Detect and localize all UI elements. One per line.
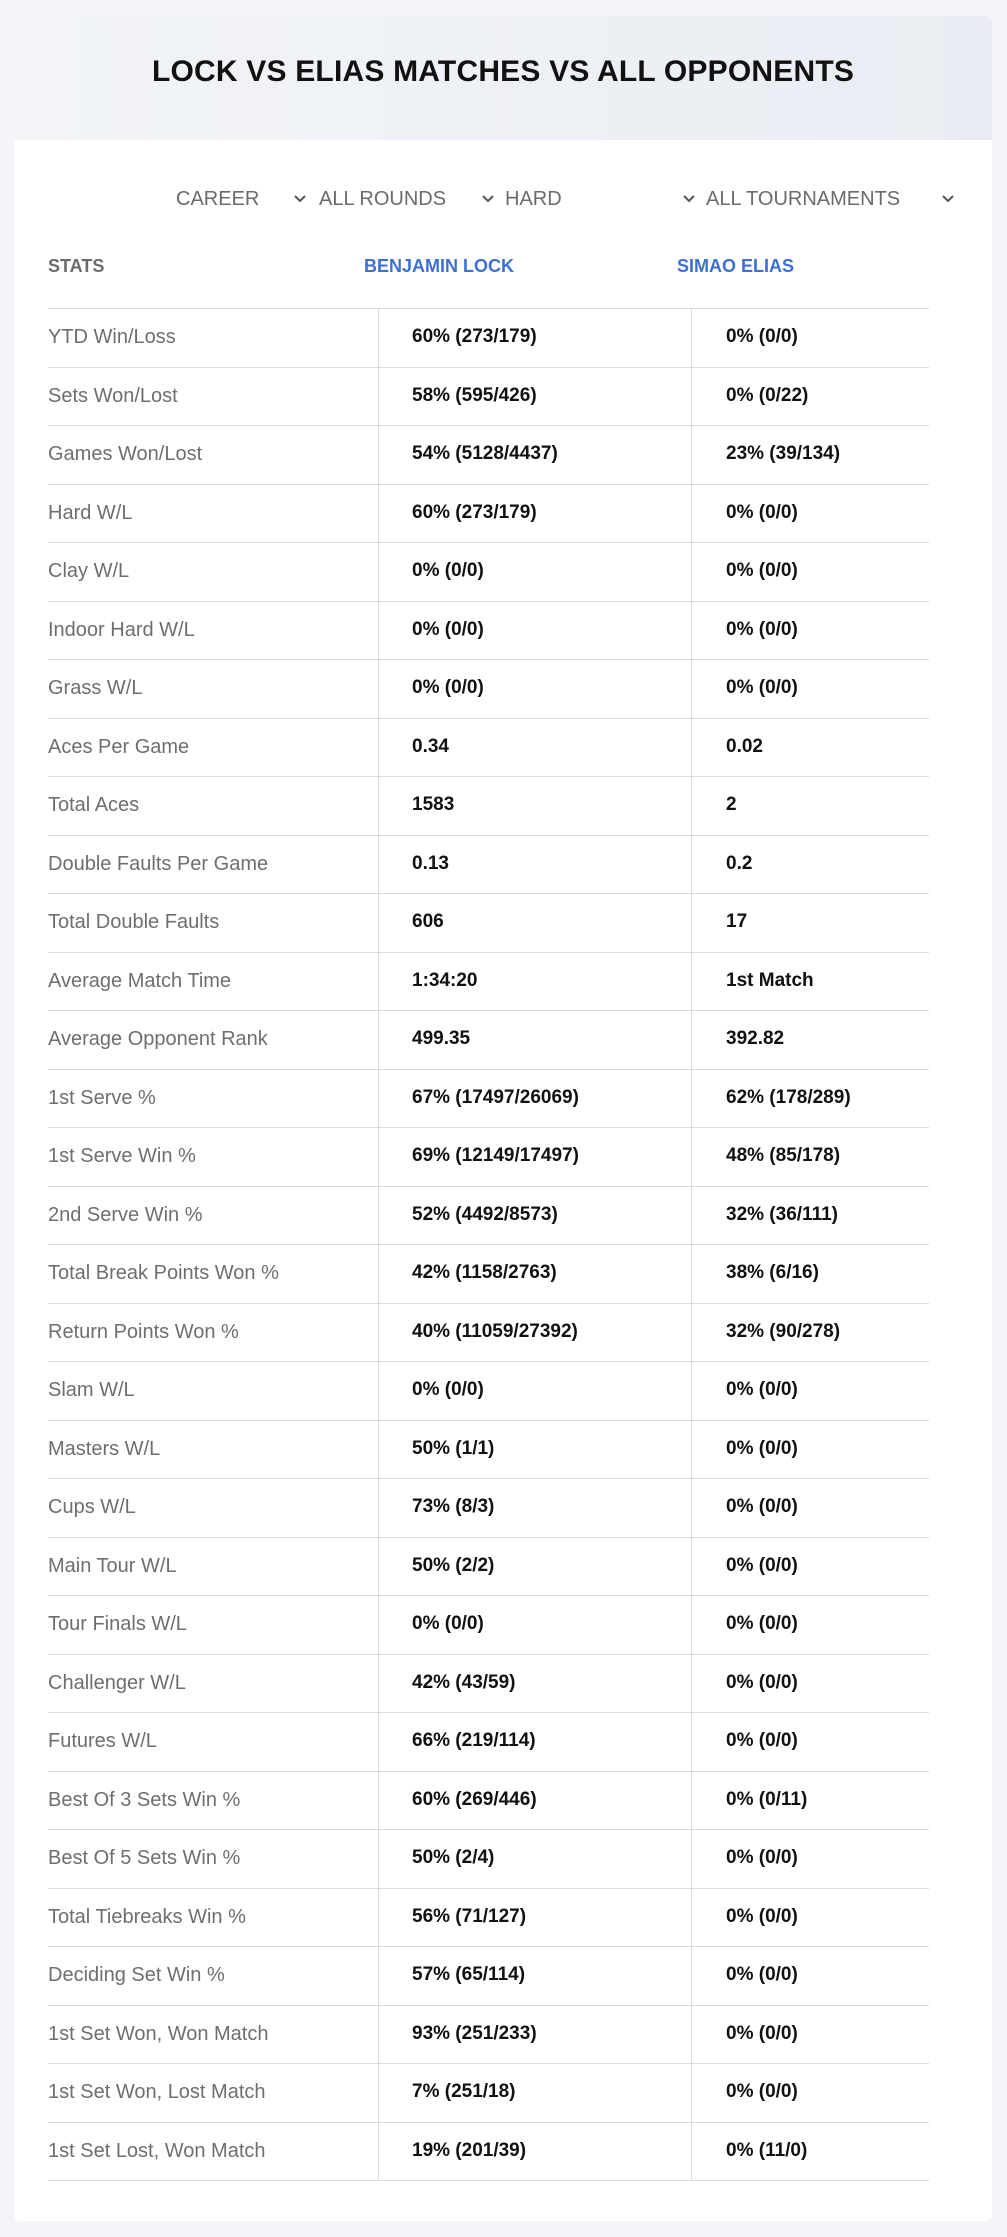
stat-label: Futures W/L <box>48 1730 157 1752</box>
player2-value: 2 <box>726 794 737 815</box>
player1-value: 0% (0/0) <box>412 1379 484 1400</box>
player1-value: 42% (43/59) <box>412 1671 516 1693</box>
player1-value: 1:34:20 <box>412 969 478 991</box>
player1-value: 40% (11059/27392) <box>412 1320 578 1342</box>
column-divider <box>691 308 692 2181</box>
player2-value: 0% (0/0) <box>726 1437 798 1459</box>
player2-value: 62% (178/289) <box>726 1086 851 1108</box>
player1-value: 66% (219/114) <box>412 1730 536 1751</box>
column-divider <box>378 308 379 2181</box>
period-select[interactable] <box>176 184 310 214</box>
player2-value: 0% (0/0) <box>726 1496 798 1517</box>
table-row <box>48 1829 929 1888</box>
player2-value: 0% (0/0) <box>726 1671 798 1693</box>
stat-label: Total Break Points Won % <box>48 1262 279 1284</box>
stat-label: 2nd Serve Win % <box>48 1203 203 1226</box>
player2-value: 32% (90/278) <box>726 1320 841 1342</box>
table-row <box>48 1771 929 1830</box>
stat-label: Grass W/L <box>48 677 143 699</box>
table-row <box>48 1654 929 1713</box>
rounds-select[interactable] <box>319 184 498 214</box>
player2-value: 0% (0/0) <box>726 2081 798 2102</box>
surface-select[interactable] <box>505 184 699 214</box>
player1-value: 50% (2/2) <box>412 1554 495 1576</box>
stats-column-header: STATS <box>48 256 105 276</box>
table-row <box>48 425 929 484</box>
table-row <box>48 308 929 367</box>
table-row <box>48 1946 929 2005</box>
player1-value: 42% (1158/2763) <box>412 1262 557 1283</box>
player2-value: 0.02 <box>726 735 763 757</box>
player2-value: 48% (85/178) <box>726 1145 841 1166</box>
table-row <box>48 484 929 543</box>
chevron-down-icon <box>938 189 958 209</box>
player2-value: 38% (6/16) <box>726 1262 819 1283</box>
player1-value: 0.34 <box>412 735 449 757</box>
stat-label: Indoor Hard W/L <box>48 618 195 641</box>
table-row <box>48 2122 929 2182</box>
stat-label: Average Opponent Rank <box>48 1028 268 1050</box>
player2-value: 32% (36/111) <box>726 1203 838 1225</box>
stat-label: 1st Set Won, Lost Match <box>48 2081 266 2103</box>
table-row <box>48 2005 929 2064</box>
stat-label: Hard W/L <box>48 501 133 524</box>
player2-value: 0% (0/0) <box>726 1964 798 1985</box>
player2-value: 0% (0/22) <box>726 384 809 406</box>
stat-label: Total Tiebreaks Win % <box>48 1905 246 1928</box>
player1-value: 73% (8/3) <box>412 1496 495 1517</box>
table-row <box>48 1712 929 1771</box>
stat-label: Aces Per Game <box>48 735 190 758</box>
tournaments-select[interactable] <box>706 184 958 214</box>
stat-label: Average Match Time <box>48 969 232 992</box>
player1-value: 57% (65/114) <box>412 1964 526 1985</box>
table-row <box>48 893 929 952</box>
table-header <box>48 240 929 308</box>
period-select-value: CAREER <box>176 187 260 210</box>
player1-value: 0% (0/0) <box>412 1613 484 1634</box>
stats-table <box>48 240 929 2181</box>
player1-link[interactable]: BENJAMIN LOCK <box>364 256 515 276</box>
player1-value: 52% (4492/8573) <box>412 1203 558 1225</box>
player1-value: 0.13 <box>412 852 449 874</box>
table-row <box>48 1303 929 1362</box>
player1-value: 0% (0/0) <box>412 677 484 698</box>
player2-value: 0% (0/0) <box>726 560 798 581</box>
table-row <box>48 2063 929 2122</box>
player2-value: 0% (0/0) <box>726 1554 798 1576</box>
player1-value: 60% (273/179) <box>412 326 537 347</box>
stat-label: Cups W/L <box>48 1496 136 1518</box>
stat-label: Best Of 3 Sets Win % <box>48 1788 241 1811</box>
player2-value: 0.2 <box>726 852 753 874</box>
player2-value: 392.82 <box>726 1028 785 1049</box>
table-row <box>48 1186 929 1245</box>
table-row <box>48 1478 929 1537</box>
player1-value: 58% (595/426) <box>412 384 537 406</box>
chevron-down-icon <box>679 189 699 209</box>
player1-value: 606 <box>412 911 444 932</box>
table-body <box>48 308 929 2181</box>
stat-label: Masters W/L <box>48 1437 161 1460</box>
card-header <box>14 16 992 140</box>
player2-value: 0% (0/11) <box>726 1788 808 1810</box>
table-row <box>48 1537 929 1596</box>
stat-label: Total Double Faults <box>48 911 220 933</box>
player1-value: 54% (5128/4437) <box>412 443 558 464</box>
player1-value: 50% (1/1) <box>412 1437 495 1459</box>
player2-value: 0% (0/0) <box>726 677 798 698</box>
player1-value: 60% (273/179) <box>412 501 537 523</box>
table-row <box>48 1127 929 1186</box>
table-row <box>48 776 929 835</box>
player2-value: 0% (0/0) <box>726 618 798 640</box>
table-row <box>48 367 929 426</box>
stat-label: Tour Finals W/L <box>48 1613 187 1635</box>
player1-value: 499.35 <box>412 1028 471 1049</box>
table-row <box>48 1010 929 1069</box>
player2-value: 0% (0/0) <box>726 326 798 347</box>
player2-value: 0% (0/0) <box>726 1847 798 1868</box>
rounds-select-value: ALL ROUNDS <box>319 187 447 210</box>
table-row <box>48 1888 929 1947</box>
table-row <box>48 1069 929 1128</box>
table-row <box>48 952 929 1011</box>
player1-value: 69% (12149/17497) <box>412 1145 579 1166</box>
player1-value: 1583 <box>412 794 455 815</box>
player1-value: 93% (251/233) <box>412 2022 537 2044</box>
stat-label: 1st Set Won, Won Match <box>48 2022 269 2045</box>
table-row <box>48 542 929 601</box>
filter-bar <box>14 140 992 224</box>
stat-label: Sets Won/Lost <box>48 384 178 407</box>
stat-label: Main Tour W/L <box>48 1554 177 1577</box>
table-row <box>48 1420 929 1479</box>
player1-value: 19% (201/39) <box>412 2139 527 2161</box>
player2-value: 0% (0/0) <box>726 501 798 523</box>
player2-value: 23% (39/134) <box>726 443 841 464</box>
stat-label: 1st Set Lost, Won Match <box>48 2139 266 2162</box>
player2-value: 0% (0/0) <box>726 1379 798 1400</box>
player1-value: 67% (17497/26069) <box>412 1086 579 1108</box>
page-title: LOCK VS ELIAS MATCHES VS ALL OPPONENTS <box>151 55 855 88</box>
player2-value: 0% (0/0) <box>726 1613 798 1634</box>
stat-label: Best Of 5 Sets Win % <box>48 1847 241 1869</box>
player2-value: 1st Match <box>726 969 814 991</box>
stat-label: Double Faults Per Game <box>48 852 269 875</box>
player2-value: 0% (0/0) <box>726 2022 798 2044</box>
stat-label: Challenger W/L <box>48 1671 186 1694</box>
table-row <box>48 601 929 660</box>
stat-label: Return Points Won % <box>48 1320 239 1343</box>
stat-label: Total Aces <box>48 794 140 816</box>
player2-link[interactable]: SIMAO ELIAS <box>677 256 795 276</box>
stat-label: Clay W/L <box>48 560 130 582</box>
table-row <box>48 718 929 777</box>
table-row <box>48 659 929 718</box>
player1-value: 0% (0/0) <box>412 618 484 640</box>
player2-value: 17 <box>726 911 748 932</box>
player1-value: 50% (2/4) <box>412 1847 495 1868</box>
player1-value: 0% (0/0) <box>412 560 484 581</box>
table-row <box>48 1595 929 1654</box>
table-row <box>48 1244 929 1303</box>
surface-select-value: HARD <box>505 187 562 210</box>
table-row <box>48 835 929 894</box>
stat-label: Slam W/L <box>48 1379 135 1401</box>
chevron-down-icon <box>478 189 498 209</box>
table-row <box>48 1361 929 1420</box>
stat-label: 1st Serve % <box>48 1086 156 1109</box>
player2-value: 0% (11/0) <box>726 2139 808 2161</box>
stat-label: Games Won/Lost <box>48 443 203 465</box>
chevron-down-icon <box>290 189 310 209</box>
player2-value: 0% (0/0) <box>726 1730 798 1751</box>
player1-value: 60% (269/446) <box>412 1788 537 1810</box>
stat-label: 1st Serve Win % <box>48 1145 196 1167</box>
stat-label: Deciding Set Win % <box>48 1964 225 1986</box>
player2-value: 0% (0/0) <box>726 1905 798 1927</box>
player1-value: 56% (71/127) <box>412 1905 527 1927</box>
player1-value: 7% (251/18) <box>412 2081 516 2102</box>
stat-label: YTD Win/Loss <box>48 326 176 348</box>
tournaments-select-value: ALL TOURNAMENTS <box>706 187 901 210</box>
